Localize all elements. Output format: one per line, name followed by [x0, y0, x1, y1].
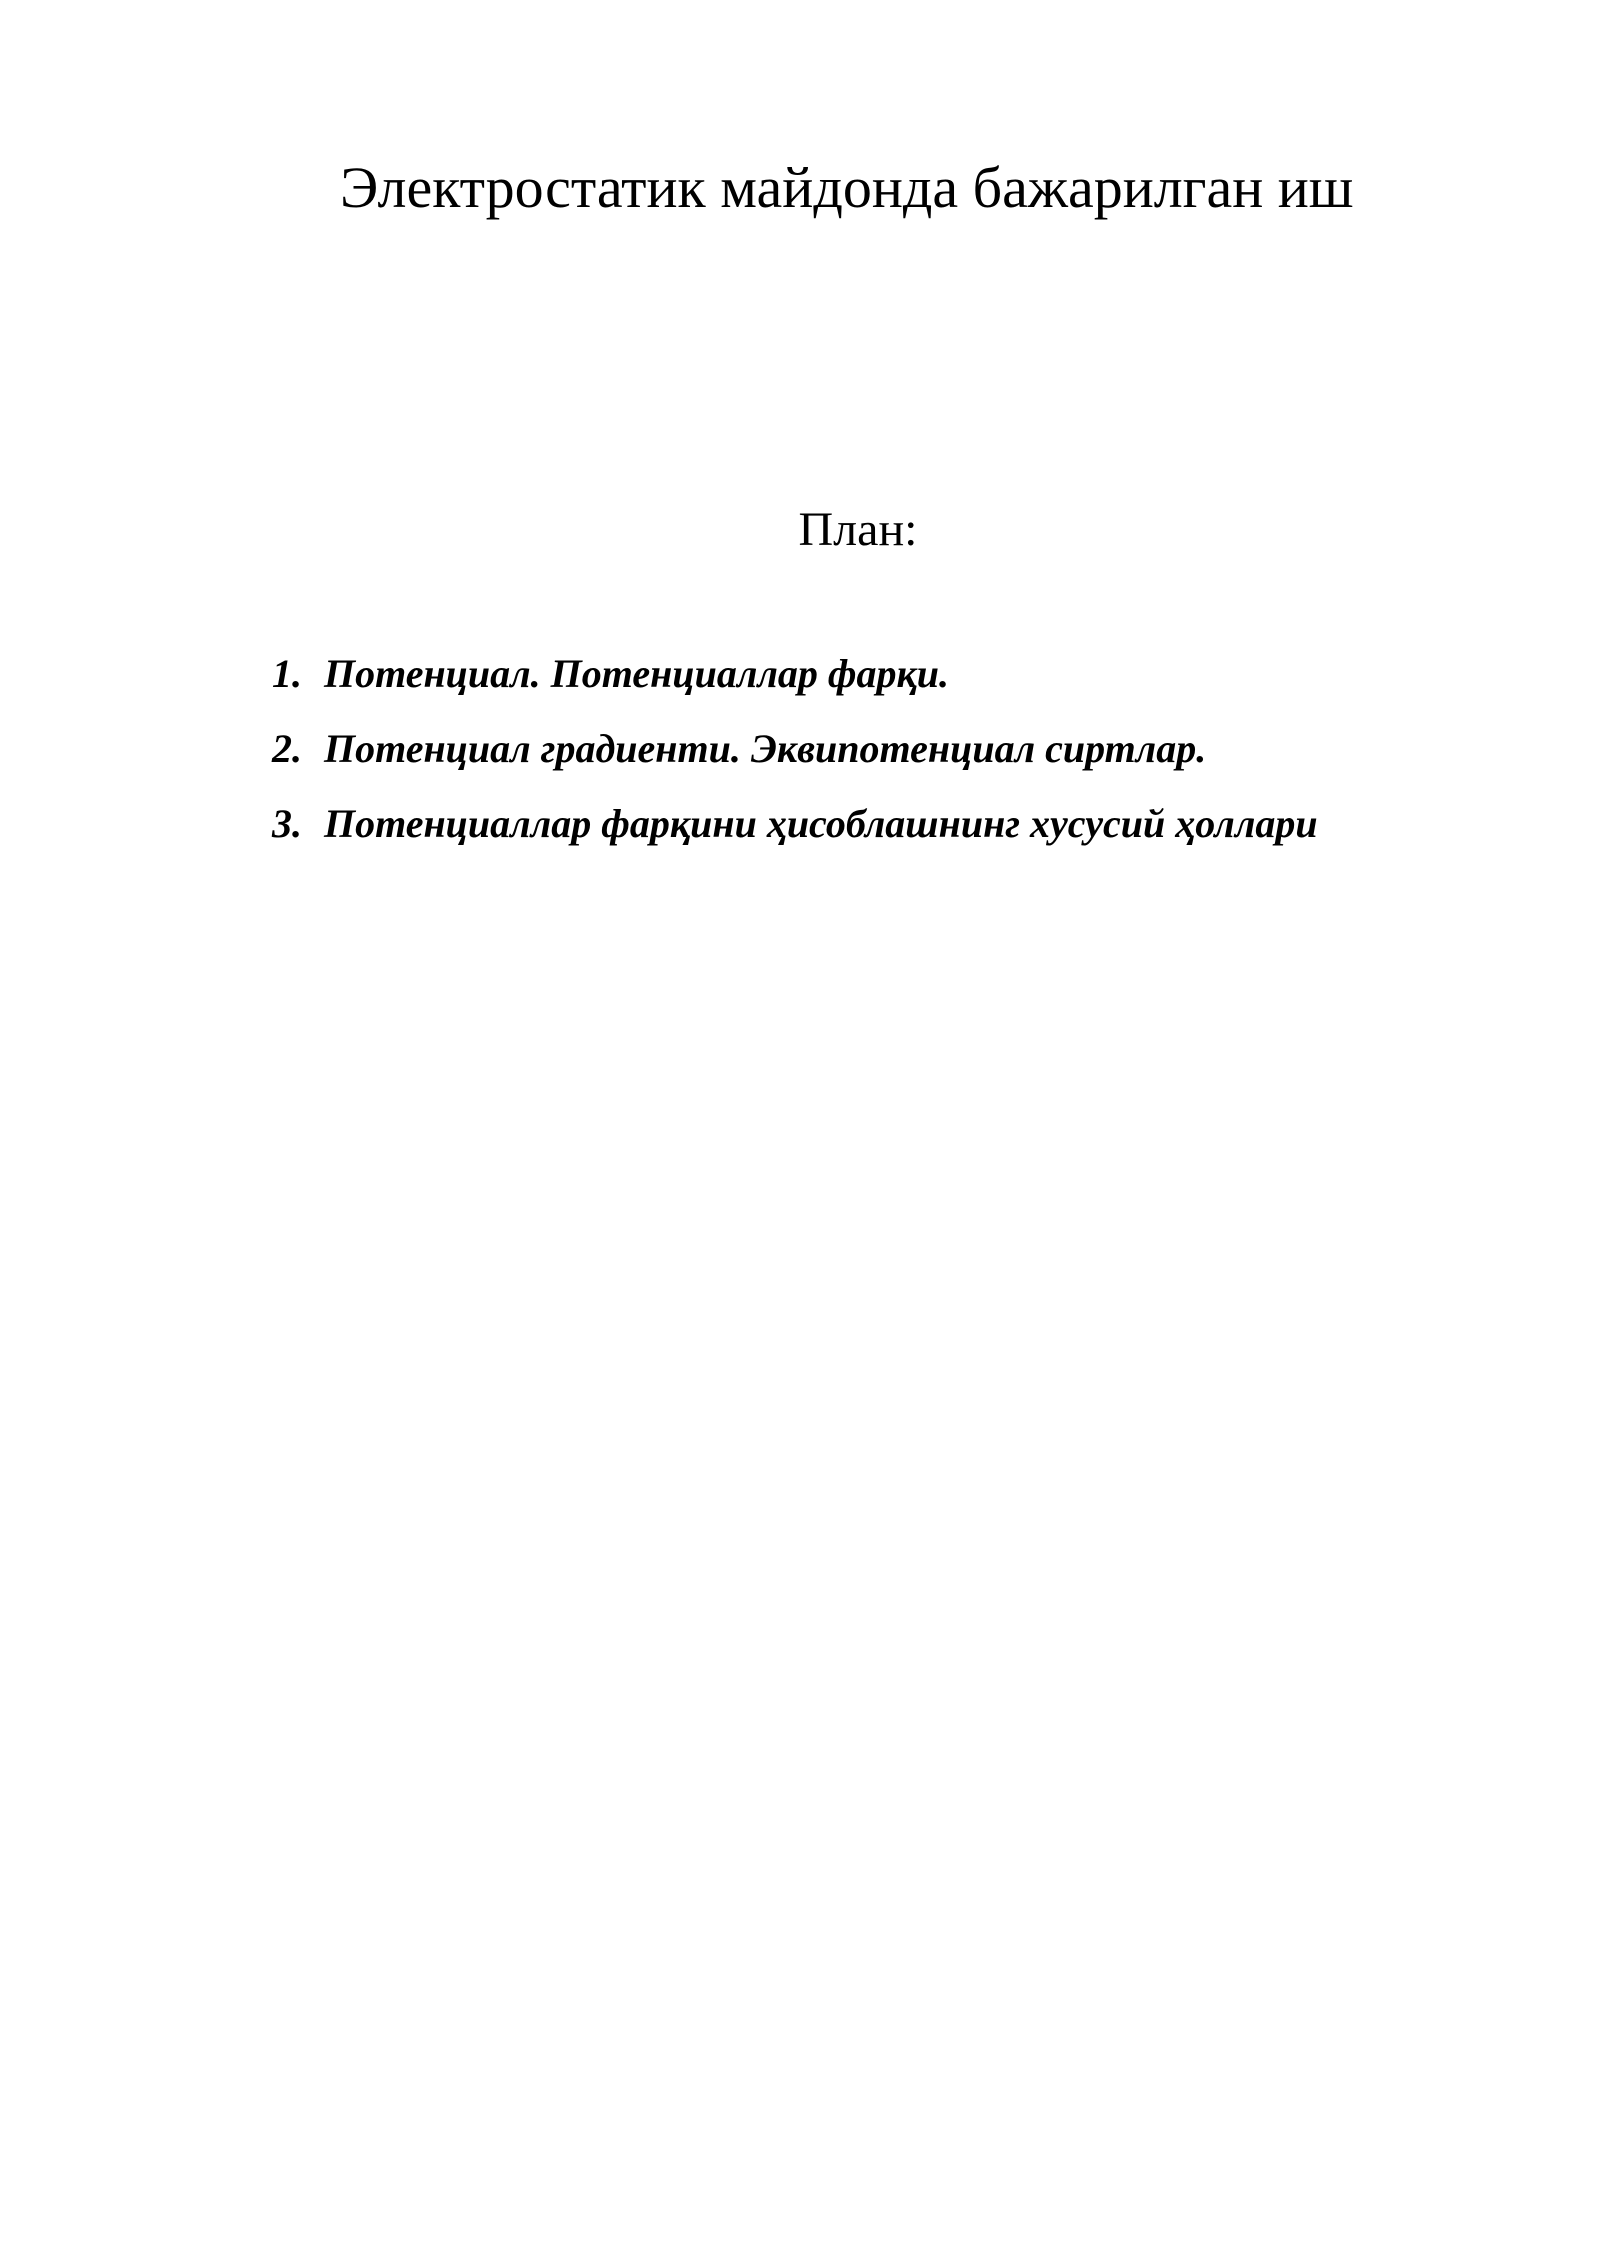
plan-list: [272, 646, 1472, 871]
plan-item: [272, 646, 1472, 721]
plan-item-text: Потенциал градиенти. Эквипотенциал сиртлар.: [324, 726, 1207, 771]
plan-item-number: 1.: [272, 651, 302, 696]
document-title: Электростатик майдонда бажарилган иш: [340, 155, 1354, 220]
plan-heading: План:: [798, 503, 918, 556]
plan-item: [272, 721, 1472, 796]
plan-item-text: Потенциал. Потенциаллар фарқи.: [324, 651, 950, 696]
plan-item-number: 3.: [272, 801, 302, 846]
plan-item-number: 2.: [272, 726, 302, 771]
plan-item: [272, 796, 1472, 871]
plan-item-text: Потенциаллар фарқини ҳисоблашнинг хусусий ҳоллари: [324, 801, 1318, 846]
